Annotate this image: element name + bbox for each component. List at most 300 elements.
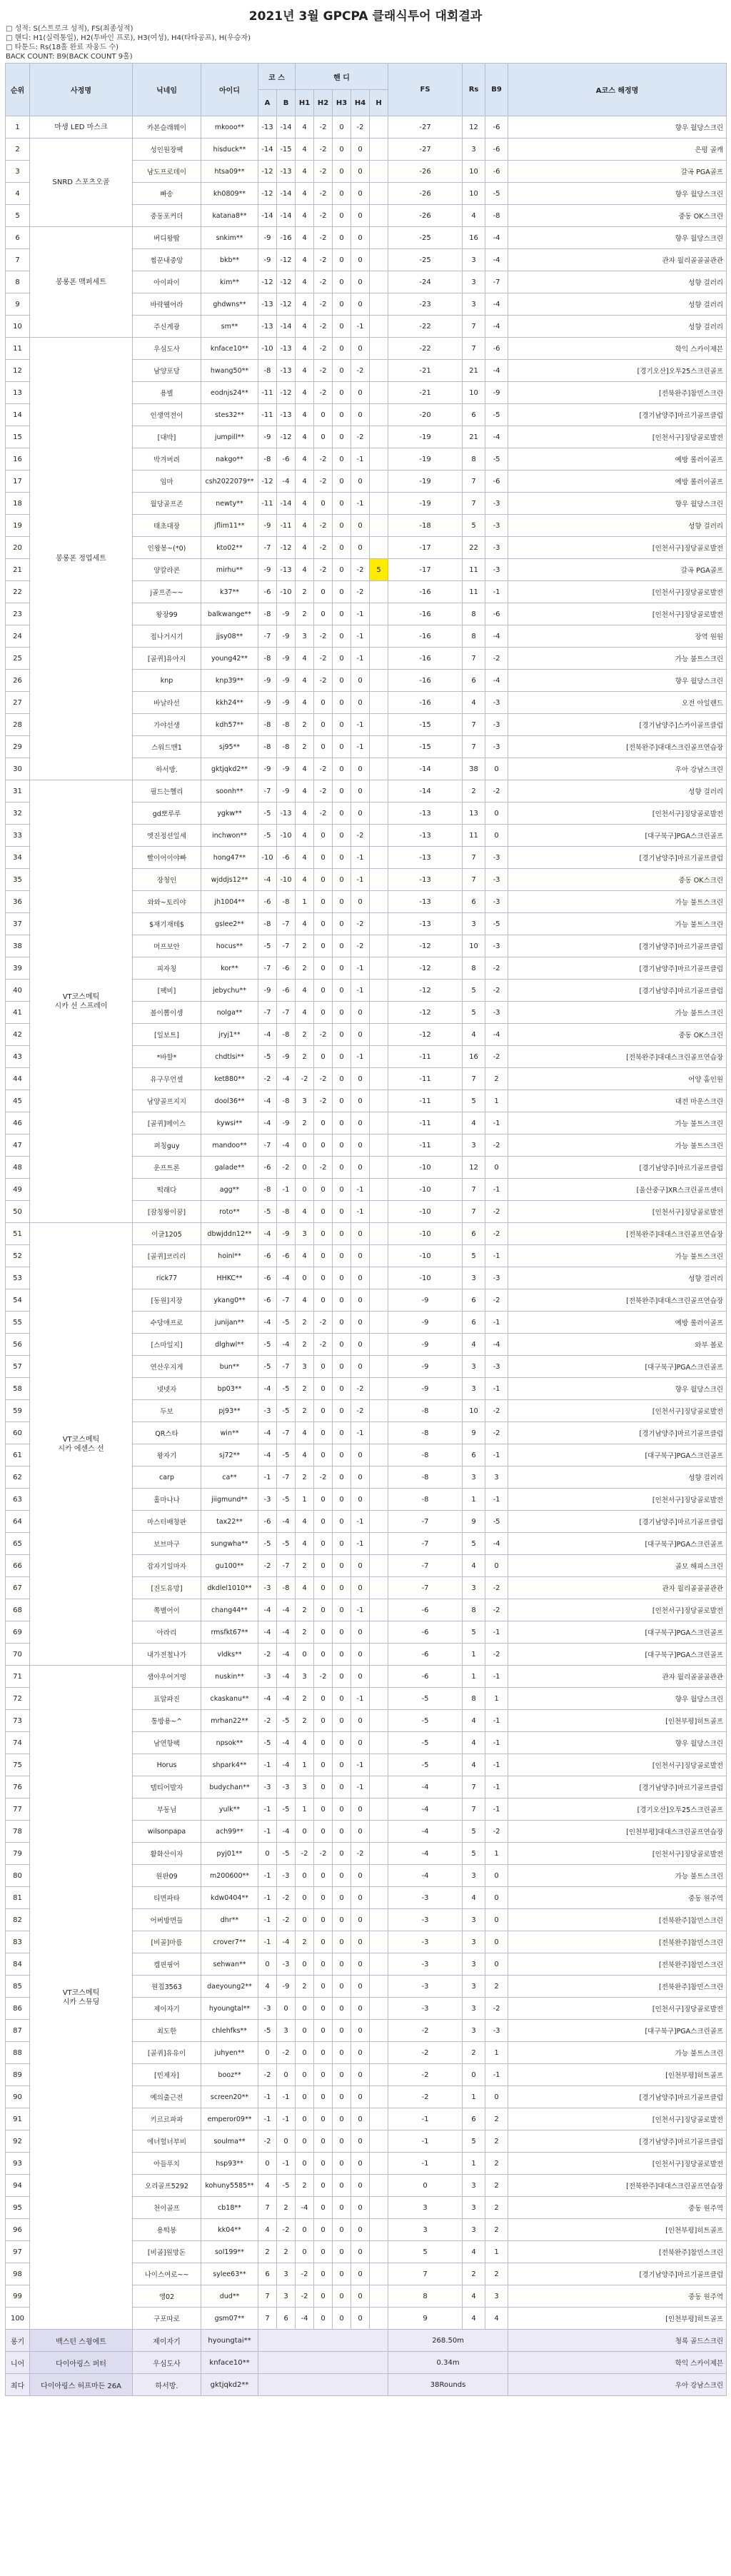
cell-rank: 34 [6, 847, 30, 869]
cell-h2: -2 [314, 648, 333, 670]
cell-rs: 21 [463, 360, 485, 382]
cell-loc: [인천서구]징당골로발전 [508, 426, 727, 448]
cell-h3: 0 [333, 1090, 351, 1112]
cell-b9: -1 [485, 1245, 508, 1267]
cell-fs: 0 [388, 2175, 463, 2197]
cell-h4: 0 [351, 1909, 370, 1931]
cell-h4: -1 [351, 493, 370, 515]
cell-fs: -16 [388, 603, 463, 625]
cell-h [370, 1134, 388, 1157]
cell-uid: kdh57** [201, 714, 258, 736]
cell-h2: 0 [314, 1489, 333, 1511]
cell-b9: 0 [485, 1555, 508, 1577]
award-nick: 제이자기 [133, 2330, 201, 2352]
cell-rank: 91 [6, 2108, 30, 2130]
cell-h4: 0 [351, 227, 370, 249]
header-h2: H2 [314, 90, 333, 116]
cell-b: -9 [277, 758, 296, 780]
cell-h4: 0 [351, 1444, 370, 1466]
cell-h [370, 515, 388, 537]
cell-a: -8 [258, 736, 277, 758]
cell-b: -14 [277, 316, 296, 338]
cell-a: -11 [258, 404, 277, 426]
cell-b9: -5 [485, 183, 508, 205]
cell-b: 2 [277, 2197, 296, 2219]
cell-h2: 0 [314, 736, 333, 758]
cell-rank: 79 [6, 1843, 30, 1865]
cell-b: -3 [277, 1953, 296, 1976]
cell-h4: 0 [351, 1334, 370, 1356]
cell-rank: 98 [6, 2263, 30, 2285]
cell-b9: 2 [485, 2263, 508, 2285]
cell-rank: 82 [6, 1909, 30, 1931]
cell-fs: -11 [388, 1068, 463, 1090]
cell-loc: 향우 월당스크린 [508, 1378, 727, 1400]
cell-h [370, 1223, 388, 1245]
cell-loc: [경기오산]오투25스크린골프 [508, 1798, 727, 1821]
cell-a: -7 [258, 1134, 277, 1157]
cell-h3: 0 [333, 338, 351, 360]
cell-h3: 0 [333, 1577, 351, 1599]
cell-rs: 6 [463, 1444, 485, 1466]
cell-rs: 10 [463, 161, 485, 183]
cell-loc: [인천서구]징당골로발전 [508, 1599, 727, 1621]
cell-h [370, 1090, 388, 1112]
cell-h [370, 1821, 388, 1843]
cell-a: -10 [258, 847, 277, 869]
cell-uid: chdtlsi** [201, 1046, 258, 1068]
cell-a: -1 [258, 1821, 277, 1843]
cell-nick: 태초대장 [133, 515, 201, 537]
cell-h3: 0 [333, 404, 351, 426]
cell-a: -12 [258, 271, 277, 293]
cell-h2: -2 [314, 249, 333, 271]
cell-h1: 1 [296, 1798, 314, 1821]
cell-rank: 35 [6, 869, 30, 891]
cell-h2: -2 [314, 183, 333, 205]
cell-loc: [경기남양주]마르기골프클럽 [508, 1422, 727, 1444]
cell-nick: 빠송 [133, 183, 201, 205]
cell-h1: 4 [296, 360, 314, 382]
cell-b9: -2 [485, 957, 508, 980]
cell-nick: 앵02 [133, 2285, 201, 2308]
cell-h2: 0 [314, 1046, 333, 1068]
cell-h4: 0 [351, 183, 370, 205]
cell-nick: 내가전철나가 [133, 1644, 201, 1666]
cell-b: -9 [277, 1223, 296, 1245]
cell-fs: -16 [388, 625, 463, 648]
cell-uid: ygkw** [201, 803, 258, 825]
cell-h [370, 537, 388, 559]
cell-h3: 0 [333, 2263, 351, 2285]
cell-nick: 성인원장팩 [133, 139, 201, 161]
cell-rs: 5 [463, 1821, 485, 1843]
cell-a: -1 [258, 1798, 277, 1821]
cell-h1: 4 [296, 382, 314, 404]
cell-h1: 2 [296, 736, 314, 758]
cell-h2: 0 [314, 1112, 333, 1134]
cell-fs: -4 [388, 1821, 463, 1843]
cell-h2: -2 [314, 338, 333, 360]
cell-a: -4 [258, 1112, 277, 1134]
cell-uid: eodnjs24** [201, 382, 258, 404]
cell-rs: 7 [463, 316, 485, 338]
cell-h1: 3 [296, 1776, 314, 1798]
cell-h1: 2 [296, 603, 314, 625]
cell-loc: [대구북구]PGA스크린골프 [508, 1356, 727, 1378]
cell-loc: [경기남양주]마르기골프클럽 [508, 1776, 727, 1798]
cell-fs: -26 [388, 161, 463, 183]
cell-nick: 우심도사 [133, 338, 201, 360]
cell-b9: 2 [485, 2108, 508, 2130]
cell-h3: 0 [333, 1909, 351, 1931]
cell-uid: bp03** [201, 1378, 258, 1400]
cell-h [370, 2020, 388, 2042]
cell-uid: kywsi** [201, 1112, 258, 1134]
cell-rank: 27 [6, 692, 30, 714]
cell-b: -2 [277, 2042, 296, 2064]
cell-h2: -2 [314, 227, 333, 249]
cell-rank: 72 [6, 1688, 30, 1710]
cell-loc: [전북완주]대대스크린골프연습장 [508, 736, 727, 758]
cell-fs: -14 [388, 758, 463, 780]
table-row [6, 780, 727, 803]
cell-h [370, 2241, 388, 2263]
cell-uid: budychan** [201, 1776, 258, 1798]
cell-b: -10 [277, 581, 296, 603]
cell-fs: -12 [388, 935, 463, 957]
cell-h3: 0 [333, 1489, 351, 1511]
cell-uid: katana8** [201, 205, 258, 227]
cell-b: -8 [277, 891, 296, 913]
cell-b9: -5 [485, 1511, 508, 1533]
cell-h4: 0 [351, 2020, 370, 2042]
cell-loc: [전북완주]참민스크린 [508, 1909, 727, 1931]
cell-h [370, 1909, 388, 1931]
cell-h4: 0 [351, 471, 370, 493]
cell-b: -8 [277, 1201, 296, 1223]
cell-h4: 0 [351, 692, 370, 714]
cell-fs: -20 [388, 404, 463, 426]
cell-h4: 0 [351, 1577, 370, 1599]
cell-uid: ghdwns** [201, 293, 258, 316]
cell-rank: 32 [6, 803, 30, 825]
cell-b: -4 [277, 1599, 296, 1621]
cell-b: -12 [277, 249, 296, 271]
cell-h [370, 581, 388, 603]
page-title: 2021년 3월 GPCPA 클래식투어 대회결과 [248, 9, 483, 24]
cell-uid: snkim** [201, 227, 258, 249]
cell-rank: 6 [6, 227, 30, 249]
cell-rs: 6 [463, 891, 485, 913]
cell-h2: 0 [314, 1754, 333, 1776]
cell-a: 0 [258, 1953, 277, 1976]
cell-h4: -2 [351, 581, 370, 603]
cell-nick: 떡래다 [133, 1179, 201, 1201]
award-uid: hyoungtai** [201, 2330, 258, 2352]
cell-h3: 0 [333, 1776, 351, 1798]
cell-b9: -3 [485, 714, 508, 736]
table-row [6, 139, 727, 161]
cell-uid: htsa09** [201, 161, 258, 183]
cell-fs: -1 [388, 2130, 463, 2153]
cell-rs: 3 [463, 1466, 485, 1489]
cell-b9: -4 [485, 249, 508, 271]
cell-uid: npsok** [201, 1732, 258, 1754]
cell-uid: galade** [201, 1157, 258, 1179]
cell-fs: -3 [388, 1976, 463, 1998]
cell-fs: -9 [388, 1334, 463, 1356]
cell-loc: 향우 월당스크린 [508, 1732, 727, 1754]
cell-b9: -1 [485, 1112, 508, 1134]
cell-nick: 이글1205 [133, 1223, 201, 1245]
cell-h4: 0 [351, 2285, 370, 2308]
cell-nick: 연산우지게 [133, 1356, 201, 1378]
cell-a: -1 [258, 1754, 277, 1776]
cell-nick: 켐핀핑어 [133, 1953, 201, 1976]
cell-a: -1 [258, 1909, 277, 1931]
cell-b: -10 [277, 869, 296, 891]
cell-fs: 3 [388, 2197, 463, 2219]
cell-h2: 0 [314, 2130, 333, 2153]
cell-h4: 0 [351, 139, 370, 161]
cell-rank: 73 [6, 1710, 30, 1732]
cell-uid: stes32** [201, 404, 258, 426]
cell-h3: 0 [333, 1953, 351, 1976]
cell-nick: 부동님 [133, 1798, 201, 1821]
cell-loc: [경기남양주]마르기골프클럽 [508, 935, 727, 957]
cell-h1: 0 [296, 1998, 314, 2020]
cell-h2: 0 [314, 957, 333, 980]
cell-rs: 7 [463, 847, 485, 869]
cell-h2: 0 [314, 1223, 333, 1245]
cell-h4: 0 [351, 161, 370, 183]
cell-h2: 0 [314, 2108, 333, 2130]
cell-h4: 0 [351, 1555, 370, 1577]
cell-fs: -4 [388, 1776, 463, 1798]
cell-nick: 원칩3563 [133, 1976, 201, 1998]
cell-rs: 3 [463, 2175, 485, 2197]
cell-h3: 0 [333, 847, 351, 869]
cell-h2: 0 [314, 913, 333, 935]
cell-h2: 0 [314, 1710, 333, 1732]
cell-h4: -1 [351, 1533, 370, 1555]
cell-h [370, 1555, 388, 1577]
cell-b: 3 [277, 2020, 296, 2042]
cell-nick: 샘아우어거멍 [133, 1666, 201, 1688]
cell-b9: -3 [485, 736, 508, 758]
cell-b9: 1 [485, 2042, 508, 2064]
cell-h1: 0 [296, 1179, 314, 1201]
cell-h4: 0 [351, 293, 370, 316]
cell-b: -14 [277, 116, 296, 139]
cell-h2: -2 [314, 382, 333, 404]
cell-uid: dkdlel1010** [201, 1577, 258, 1599]
cell-rank: 22 [6, 581, 30, 603]
award-title: 다이아링스 퍼터 [30, 2352, 133, 2374]
cell-b9: 3 [485, 2285, 508, 2308]
cell-rs: 3 [463, 1909, 485, 1931]
cell-loc: 예방 롤러이골프 [508, 448, 727, 471]
cell-fs: -10 [388, 1223, 463, 1245]
cell-rs: 4 [463, 2241, 485, 2263]
cell-rank: 81 [6, 1887, 30, 1909]
cell-h4: -2 [351, 825, 370, 847]
cell-rs: 3 [463, 2020, 485, 2042]
cell-h1: 3 [296, 1090, 314, 1112]
cell-b: -5 [277, 1489, 296, 1511]
cell-a: -4 [258, 1422, 277, 1444]
cell-uid: hyoungtal** [201, 1998, 258, 2020]
cell-a: -2 [258, 1710, 277, 1732]
cell-h3: 0 [333, 1998, 351, 2020]
cell-uid: kdw0404** [201, 1887, 258, 1909]
cell-h [370, 1754, 388, 1776]
cell-b9: -1 [485, 1179, 508, 1201]
award-nick: 우심도사 [133, 2352, 201, 2374]
cell-h1: 2 [296, 1334, 314, 1356]
cell-h [370, 2308, 388, 2330]
cell-a: 4 [258, 2219, 277, 2241]
cell-uid: dool36** [201, 1090, 258, 1112]
cell-h4: 0 [351, 1621, 370, 1644]
cell-loc: [전북완주]참민스크린 [508, 1953, 727, 1976]
cell-nick: 쪽별어이 [133, 1599, 201, 1621]
cell-h3: 0 [333, 493, 351, 515]
cell-h2: 0 [314, 714, 333, 736]
cell-h [370, 161, 388, 183]
cell-h3: 0 [333, 116, 351, 139]
cell-h1: 2 [296, 1976, 314, 1998]
cell-h1: 4 [296, 227, 314, 249]
cell-h4: 0 [351, 2108, 370, 2130]
cell-fs: -3 [388, 1998, 463, 2020]
cell-rank: 24 [6, 625, 30, 648]
cell-nick: wilsonpapa [133, 1821, 201, 1843]
cell-fs: -5 [388, 1710, 463, 1732]
cell-loc: 관자 월리골골골관관 [508, 249, 727, 271]
cell-fs: -14 [388, 780, 463, 803]
cell-h [370, 360, 388, 382]
cell-h [370, 803, 388, 825]
cell-h [370, 1400, 388, 1422]
cell-h4: 0 [351, 1245, 370, 1267]
cell-h2: 0 [314, 2241, 333, 2263]
cell-h [370, 2086, 388, 2108]
cell-b: -4 [277, 1267, 296, 1289]
cell-rs: 3 [463, 249, 485, 271]
cell-h4: -1 [351, 1422, 370, 1444]
cell-nick: Horus [133, 1754, 201, 1776]
cell-nick: *바할* [133, 1046, 201, 1068]
cell-rs: 38 [463, 758, 485, 780]
cell-fs: -22 [388, 316, 463, 338]
cell-uid: kh0809** [201, 183, 258, 205]
cell-fs: -8 [388, 1466, 463, 1489]
cell-fs: -6 [388, 1644, 463, 1666]
cell-fs: 5 [388, 2241, 463, 2263]
cell-loc: 가능 불트스크린 [508, 1865, 727, 1887]
cell-b: -13 [277, 161, 296, 183]
cell-b: -2 [277, 1157, 296, 1179]
cell-h3: 0 [333, 2130, 351, 2153]
cell-h1: 4 [296, 758, 314, 780]
league-cell: 봉롱폰 정업세트 [30, 338, 133, 780]
cell-h1: 4 [296, 205, 314, 227]
cell-h1: 1 [296, 1754, 314, 1776]
cell-a: 7 [258, 2197, 277, 2219]
award-loc: 학익 스카이제븐 [508, 2352, 727, 2374]
cell-h1: -2 [296, 2263, 314, 2285]
cell-h2: 0 [314, 1644, 333, 1666]
cell-b: -16 [277, 227, 296, 249]
cell-a: -6 [258, 1511, 277, 1533]
cell-loc: [경기남양주]마르기골프클럽 [508, 1157, 727, 1179]
cell-h4: 0 [351, 1821, 370, 1843]
cell-b: -5 [277, 1843, 296, 1865]
cell-h4: -1 [351, 1046, 370, 1068]
cell-h2: 0 [314, 493, 333, 515]
cell-nick: 남양포당 [133, 360, 201, 382]
cell-uid: kk04** [201, 2219, 258, 2241]
cell-b: -14 [277, 183, 296, 205]
cell-h1: 4 [296, 1511, 314, 1533]
cell-rank: 36 [6, 891, 30, 913]
cell-b9: -1 [485, 1489, 508, 1511]
cell-a: -4 [258, 1688, 277, 1710]
cell-h4: 0 [351, 1887, 370, 1909]
cell-h2: -2 [314, 293, 333, 316]
cell-a: -1 [258, 1466, 277, 1489]
cell-h2: 0 [314, 1798, 333, 1821]
cell-h4: 0 [351, 891, 370, 913]
cell-b: 3 [277, 2285, 296, 2308]
cell-rs: 3 [463, 913, 485, 935]
cell-nick: 필드는헬리 [133, 780, 201, 803]
cell-loc: [경기남양주]스카이골프클럽 [508, 714, 727, 736]
cell-fs: -12 [388, 980, 463, 1002]
cell-h1: 4 [296, 648, 314, 670]
cell-fs: -26 [388, 183, 463, 205]
cell-h2: -2 [314, 161, 333, 183]
cell-a: -2 [258, 1644, 277, 1666]
cell-rs: 7 [463, 493, 485, 515]
cell-h3: 0 [333, 1821, 351, 1843]
cell-loc: 중동 OK스크린 [508, 205, 727, 227]
cell-fs: -17 [388, 559, 463, 581]
cell-h2: 0 [314, 404, 333, 426]
cell-a: -4 [258, 1444, 277, 1466]
cell-b9: -2 [485, 1289, 508, 1312]
cell-b9: -3 [485, 869, 508, 891]
cell-nick: 양칼라콘 [133, 559, 201, 581]
award-empty [258, 2374, 388, 2396]
cell-uid: ach99** [201, 1821, 258, 1843]
cell-rank: 90 [6, 2086, 30, 2108]
cell-a: -6 [258, 891, 277, 913]
cell-h2: 0 [314, 1953, 333, 1976]
cell-h1: 2 [296, 1688, 314, 1710]
cell-b9: 0 [485, 825, 508, 847]
cell-h3: 0 [333, 1201, 351, 1223]
cell-a: -4 [258, 1621, 277, 1644]
cell-b9: -3 [485, 1002, 508, 1024]
cell-a: 7 [258, 2308, 277, 2330]
cell-h4: 0 [351, 2175, 370, 2197]
cell-h2: 0 [314, 1134, 333, 1157]
cell-h1: 2 [296, 1555, 314, 1577]
cell-nick: 임마 [133, 471, 201, 493]
